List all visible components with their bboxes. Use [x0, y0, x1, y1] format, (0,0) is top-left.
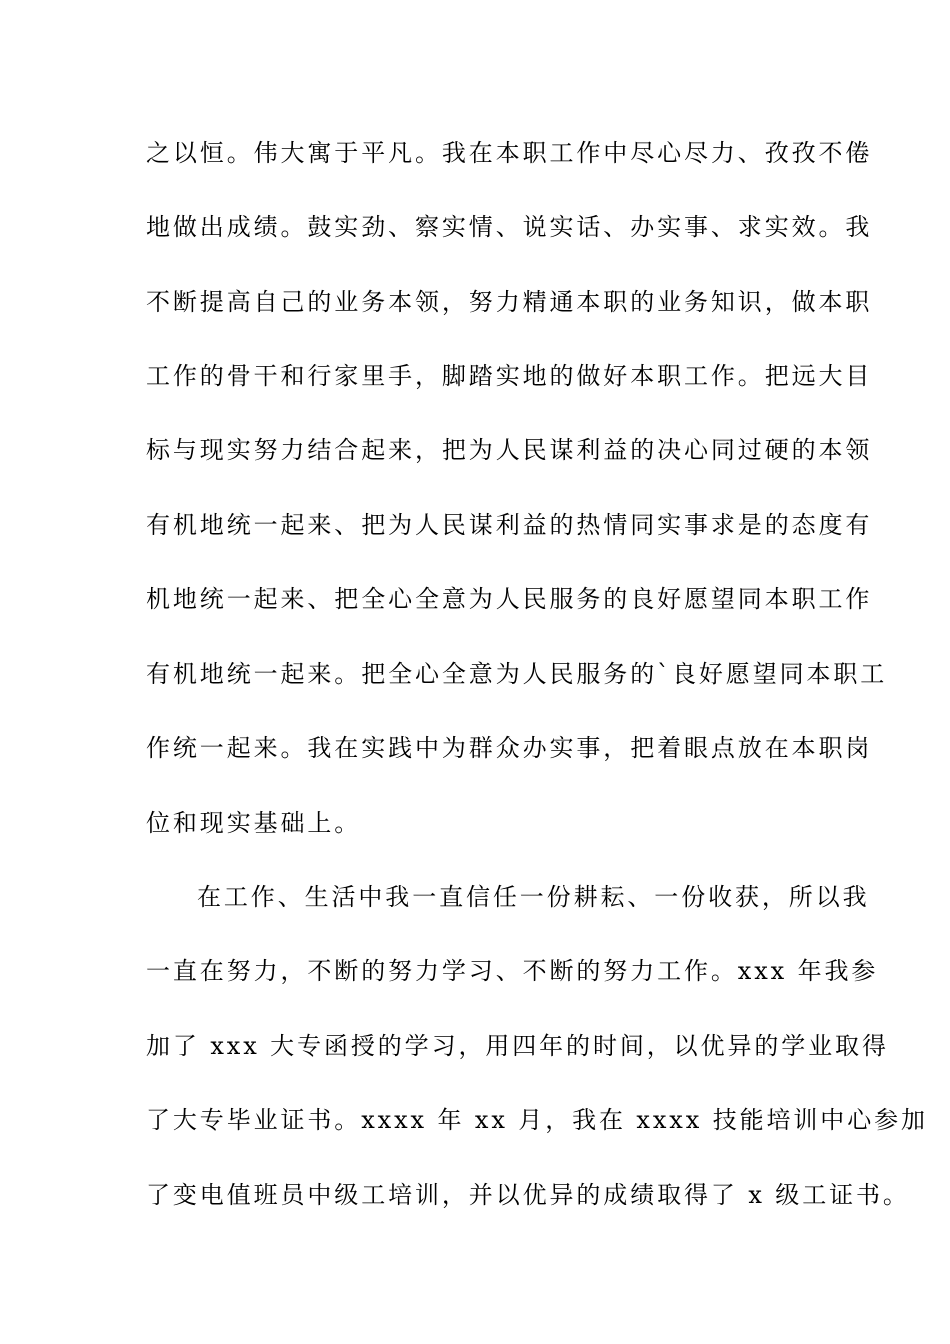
text-line: 有机地统一起来。把全心全意为人民服务的`良好愿望同本职工	[146, 660, 888, 688]
text-line: 之以恒。伟大寓于平凡。我在本职工作中尽心尽力、孜孜不倦	[146, 139, 873, 167]
text-line: 工作的骨干和行家里手，脚踏实地的做好本职工作。把远大目	[146, 362, 873, 390]
text-line: 了大专毕业证书。xxxx 年 xx 月，我在 xxxx 技能培训中心参加	[146, 1106, 928, 1134]
text-line: 作统一起来。我在实践中为群众办实事，把着眼点放在本职岗	[146, 734, 873, 762]
text-line: 机地统一起来、把全心全意为人民服务的良好愿望同本职工作	[146, 585, 873, 613]
text-line: 一直在努力，不断的努力学习、不断的努力工作。xxx 年我参	[146, 957, 879, 985]
text-line: 地做出成绩。鼓实劲、察实情、说实话、办实事、求实效。我	[146, 213, 873, 241]
paragraph-first-line: 在工作、生活中我一直信任一份耕耘、一份收获，所以我	[197, 883, 870, 911]
text-line: 了变电值班员中级工培训，并以优异的成绩取得了 x 级工证书。	[146, 1181, 910, 1209]
text-line: 位和现实基础上。	[146, 809, 362, 837]
text-line: 标与现实努力结合起来，把为人民谋利益的决心同过硬的本领	[146, 436, 873, 464]
text-line: 加了 xxx 大专函授的学习，用四年的时间，以优异的学业取得	[146, 1032, 889, 1060]
text-line: 不断提高自己的业务本领，努力精通本职的业务知识，做本职	[146, 288, 873, 316]
text-line: 有机地统一起来、把为人民谋利益的热情同实事求是的态度有	[146, 511, 873, 539]
